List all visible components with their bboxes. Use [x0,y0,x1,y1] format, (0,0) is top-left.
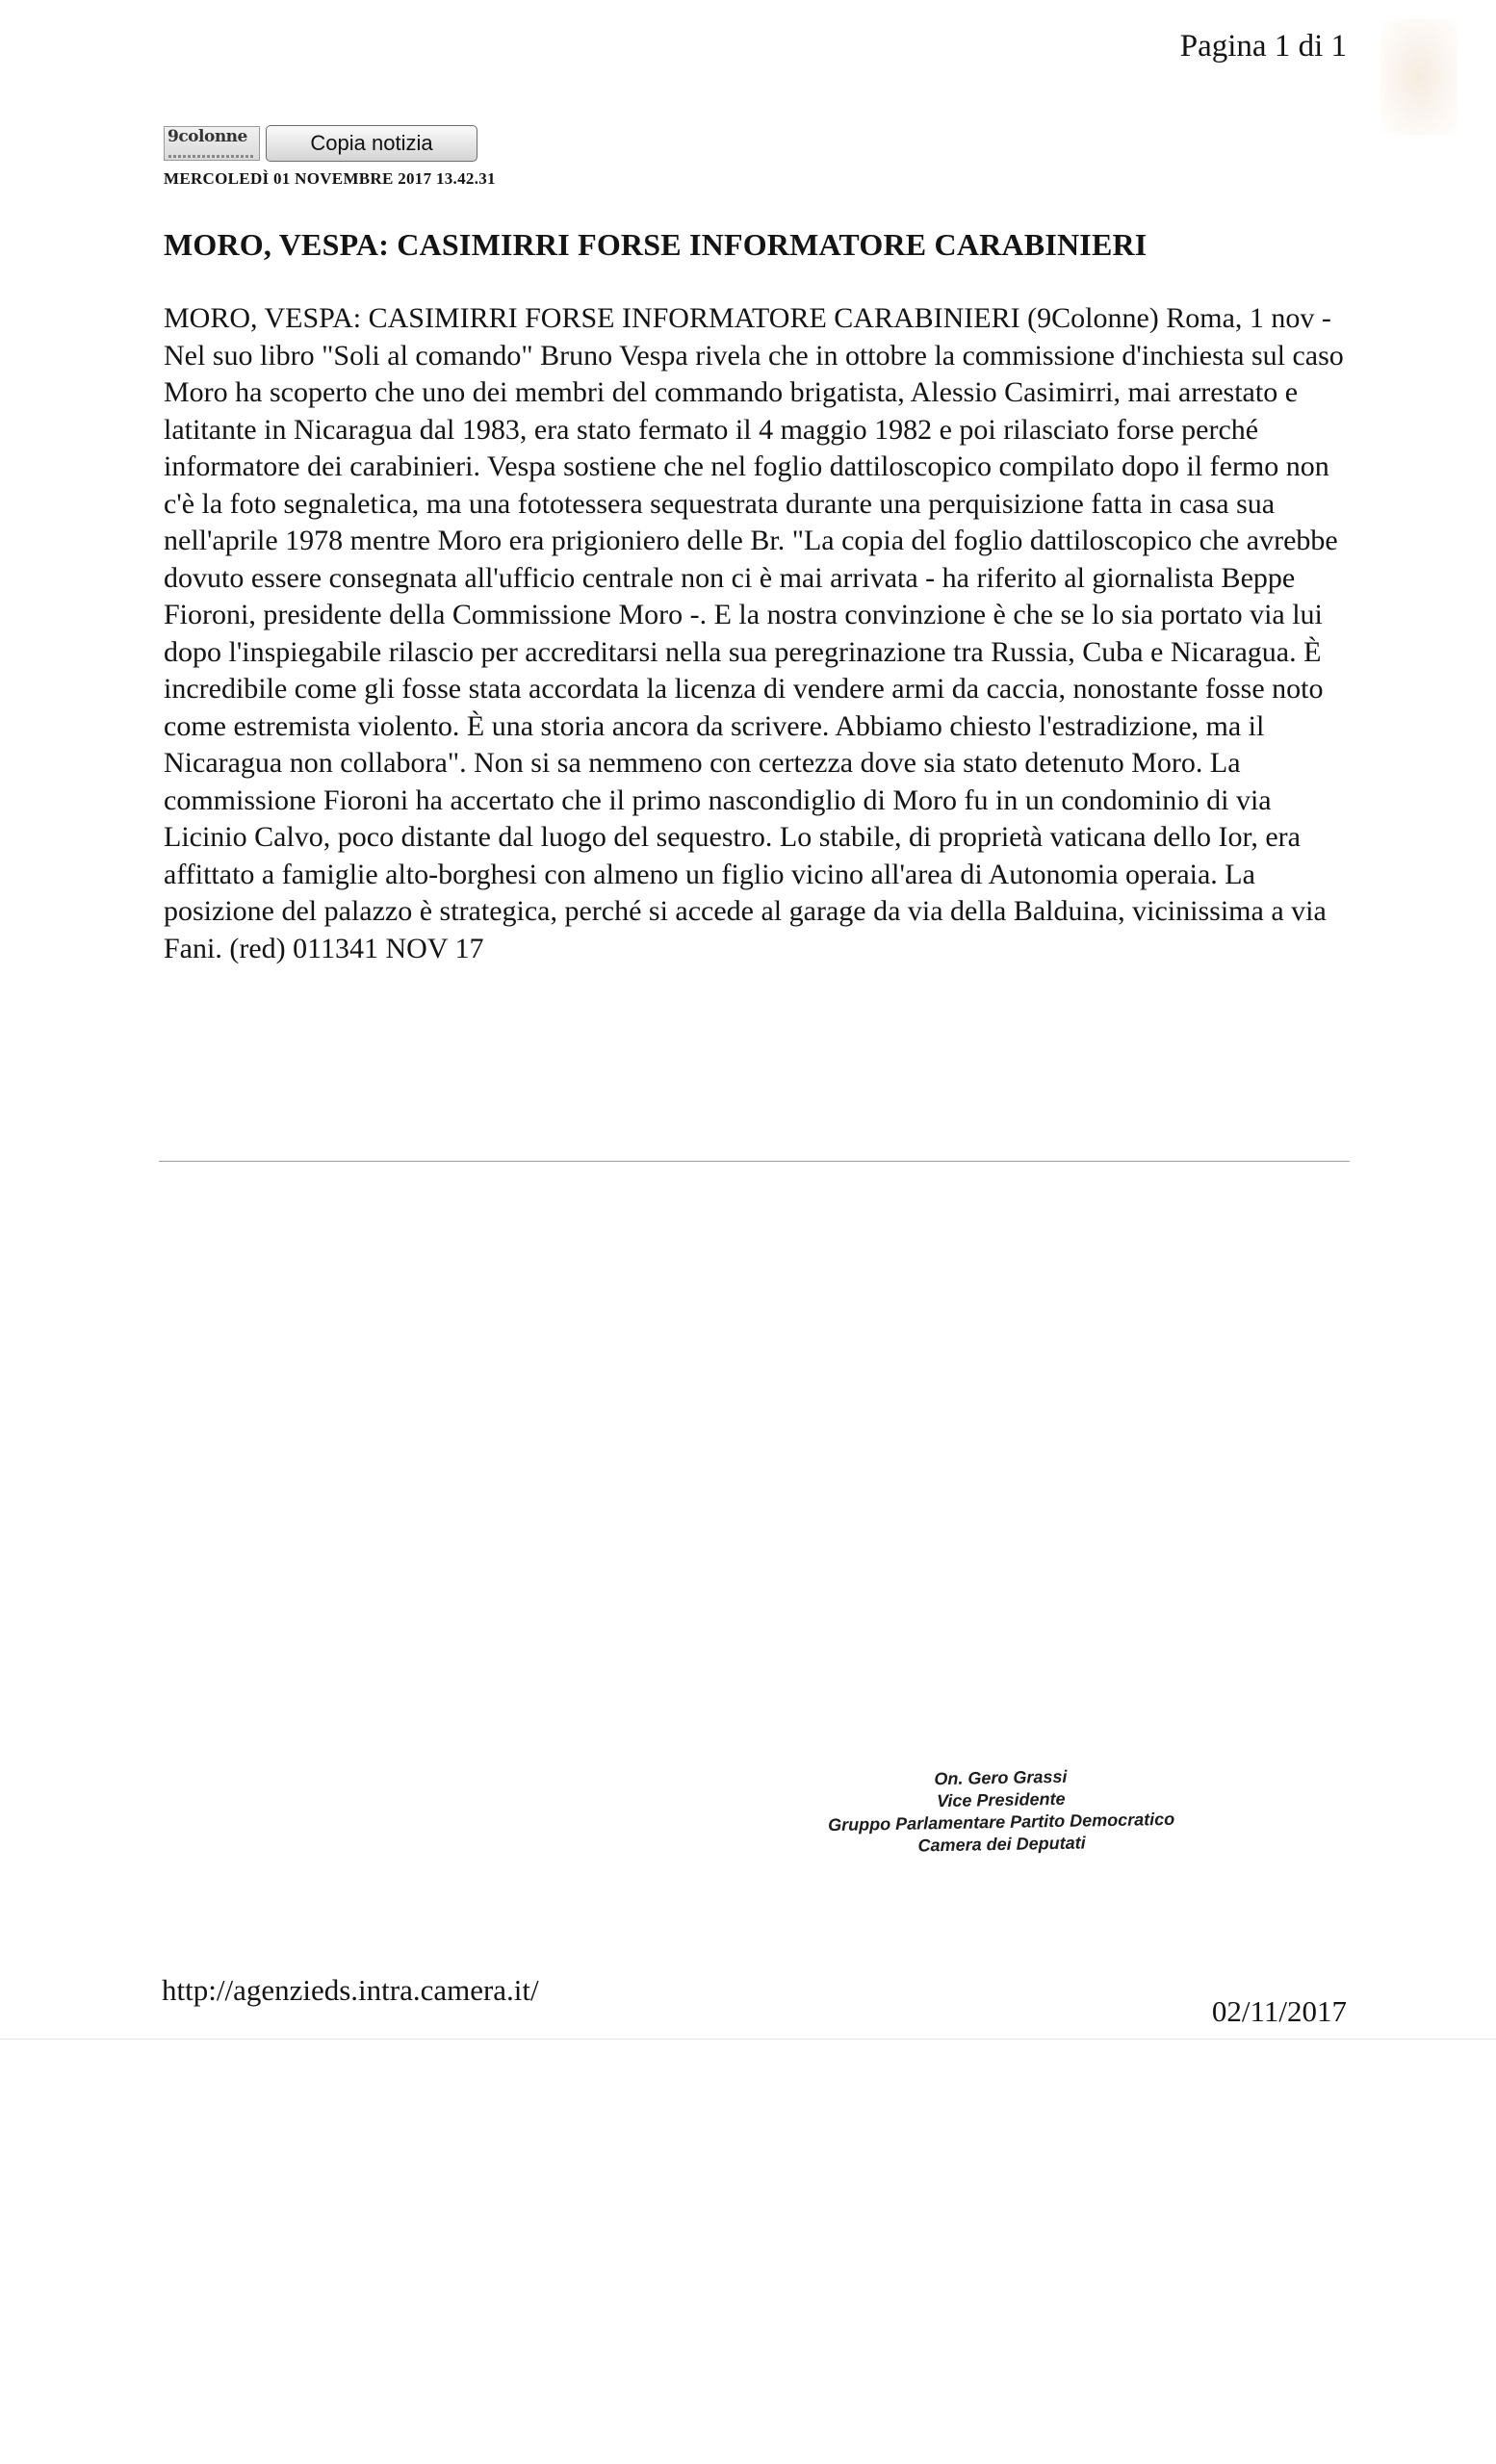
copy-news-button[interactable]: Copia notizia [266,125,477,162]
stamp-group: Gruppo Parlamentare Partito Democratico [827,1809,1175,1835]
footer-url: http://agenzieds.intra.camera.it/ [162,1973,539,2007]
news-headline: MORO, VESPA: CASIMIRRI FORSE INFORMATORE CARABINIERI [164,227,1148,262]
agency-logo [164,126,260,161]
agency-logo-text: 9colonne [168,127,247,146]
agency-logo-tagline [168,155,253,158]
page-number: Pagina 1 di 1 [1179,29,1347,64]
footer-date: 02/11/2017 [1211,1994,1347,2028]
divider [159,1161,1350,1162]
stamp-institution: Camera dei Deputati [917,1833,1086,1856]
agency-bar [164,125,477,162]
signature-stamp [731,1762,1272,1861]
scan-edge [0,2039,1496,2040]
news-body: MORO, VESPA: CASIMIRRI FORSE INFORMATORE CARABINIERI (9Colonne) Roma, 1 nov - Nel suo libro "Soli al comando" Bruno Vespa rivela che in ottobre la commissione d'inchiesta sul caso Moro ha scoperto che uno dei membri del commando brigatista, Alessio Casimirri, mai arrestato e latitante in Nicaragua dal 1983, era stato fermato il 4 maggio 1982 e poi rilasciato forse perché informatore dei carabinieri. Vespa sostiene che nel foglio dattiloscopico compilato dopo il fermo non c'è la foto segnaletica, ma una fototessera sequestrata durante una perquisizione fatta in casa sua nell'aprile 1978 mentre Moro era prigioniero delle Br. "La copia del foglio dattiloscopico che avrebbe dovuto essere consegnata all'ufficio centrale non ci è mai arrivata - ha riferito al giornalista Beppe Fioroni, presidente della Commissione Moro -. E la nostra convinzione è che se lo sia portato via lui dopo l'inspiegabile rilascio per accreditarsi nella sua peregrinazione tra Russia, Cuba e Nicaragua. È incredibile come gli fosse stata accordata la licenza di vendere armi da caccia, nonostante fosse noto come estremista violento. È una storia ancora da scrivere. Abbiamo chiesto l'estradizione, ma il Nicaragua non collabora". Non si sa nemmeno con certezza dove sia stato detenuto Moro. La commissione Fioroni ha accertato che il primo nascondiglio di Moro fu in un condominio di via Licinio Calvo, poco distante dal luogo del sequestro. Lo stabile, di proprietà vaticana dello Ior, era affittato a famiglie alto-borghesi con almeno un figlio vicino all'area di Autonomia operaia. La posizione del palazzo è strategica, perché si accede al garage da via della Balduina, vicinissima a via Fani. (red) 011341 NOV 17 [164,302,1344,964]
scan-smudge [1380,19,1457,135]
stamp-role: Vice Presidente [936,1788,1066,1811]
news-timestamp: MERCOLEDÌ 01 NOVEMBRE 2017 13.42.31 [164,169,496,188]
stamp-name: On. Gero Grassi [934,1766,1068,1789]
